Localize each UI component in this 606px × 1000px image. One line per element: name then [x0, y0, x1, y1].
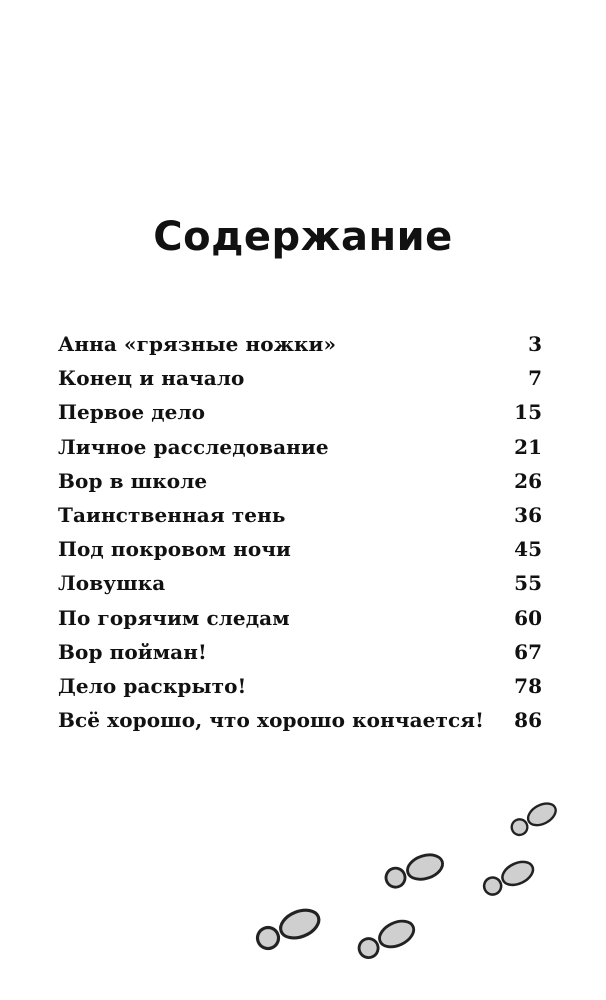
toc-entry-title: Вор пойман!: [58, 639, 207, 664]
toc-entry-page: 78: [514, 673, 542, 698]
toc-entry-title: Всё хорошо, что хорошо кончается!: [58, 708, 485, 733]
toc-entry-page: 86: [514, 708, 542, 733]
toc-entry-page: 45: [514, 537, 542, 562]
footprint-icon: [355, 916, 418, 962]
toc-entry: [58, 361, 542, 395]
toc-entry-title: Таинственная тень: [58, 502, 286, 527]
toc-entry-page: 60: [514, 605, 542, 630]
toc-entry-title: Анна «грязные ножки»: [58, 332, 337, 356]
toc-entry-title: Вор в школе: [58, 468, 208, 493]
footprint-icon: [383, 851, 446, 891]
toc-entry: [58, 532, 542, 566]
toc-entry: [58, 703, 542, 737]
toc-entry: [58, 327, 542, 361]
toc-entry-page: 26: [514, 468, 542, 493]
toc-entry-page: 67: [514, 639, 542, 664]
toc-entry-title: Личное расследование: [58, 434, 329, 459]
table-of-contents: [58, 327, 542, 737]
footprint-icon: [480, 857, 536, 898]
toc-entry-page: 15: [514, 400, 542, 425]
page-title: Содержание: [153, 214, 453, 260]
toc-entry: [58, 430, 542, 464]
footprint-icon: [508, 799, 559, 838]
toc-entry-title: По горячим следам: [58, 605, 290, 630]
toc-entry: [58, 464, 542, 498]
toc-entry-title: Конец и начало: [58, 366, 245, 391]
footprints-icon: [0, 780, 606, 1000]
toc-entry-page: 36: [514, 502, 542, 527]
toc-entry-title: Дело раскрыто!: [58, 673, 247, 698]
toc-entry: [58, 601, 542, 635]
footprint-icon: [253, 905, 323, 953]
toc-entry-page: 3: [528, 332, 542, 356]
toc-entry: [58, 566, 542, 600]
toc-entry: [58, 669, 542, 703]
toc-entry-page: 21: [514, 434, 542, 459]
toc-entry-page: 7: [528, 366, 542, 391]
toc-entry: [58, 395, 542, 429]
toc-entry-title: Ловушка: [58, 571, 166, 596]
toc-entry: [58, 635, 542, 669]
toc-entry-title: Первое дело: [58, 400, 206, 425]
toc-entry-page: 55: [514, 571, 542, 596]
toc-entry-title: Под покровом ночи: [58, 537, 291, 562]
toc-entry: [58, 498, 542, 532]
